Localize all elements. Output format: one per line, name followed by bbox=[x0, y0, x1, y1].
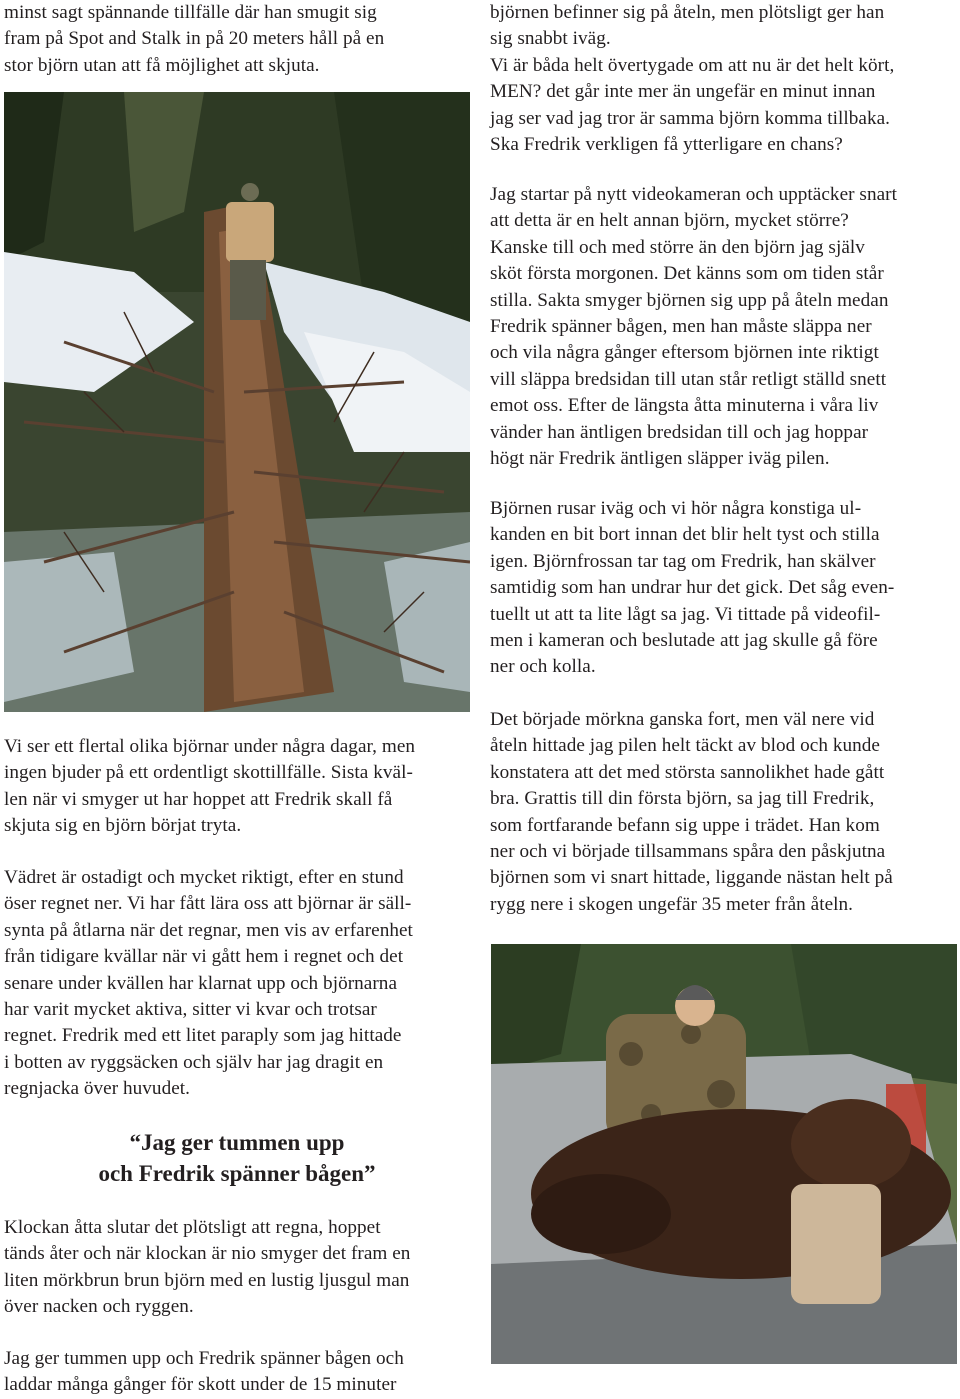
left-paragraph-1: Vi ser ett flertal olika björnar under några dagar, men ingen bjuder på ett ordentligt skottillfälle. Sista kväl- len när vi smyger ut har hoppet att Fredrik skall få skjuta sig en björn börjat tryta. bbox=[4, 736, 416, 837]
pull-quote: “Jag ger tummen upp och Fredrik spänner bågen” bbox=[98, 1130, 376, 1186]
photo-hunter-with-bear bbox=[491, 944, 957, 1364]
left-intro-paragraph: minst sagt spännande tillfälle där han smugit sig fram på Spot and Stalk in på 20 meters håll på en stor björn utan att få möjlighet att skjuta. bbox=[4, 2, 385, 76]
left-paragraph-2: Vädret är ostadigt och mycket riktigt, efter en stund öser regnet ner. Vi har fått lära oss att björnar är säll- synta på åtlarna när det regnar, men vis av erfarenhet från tidigare kvällar när vi gått hem i regnet och det senare under kvällen har klarnat upp och björnarna har varit mycket aktiva, sitter vi kvar och trotsar regnet. Fredrik med ett litet paraply som jag hittade i botten av ryggsäcken och själv har jag dragit en regnjacka över huvudet. bbox=[4, 867, 413, 1100]
right-paragraph-3: Björnen rusar iväg och vi hör några konstiga ul- kanden en bit bort innan det blir helt tyst och stilla igen. Björnfrossan tar tag om Fredrik, han skälver samtidig som han undrar hur det gick. Det såg even- tuellt ut att ta lite lågt sa jag. Vi tittade på videofil- men i kameran och beslutade att jag skulle gå före ner och kolla. bbox=[490, 498, 895, 678]
right-paragraph-4: Det började mörkna ganska fort, men väl nere vid åteln hittade jag pilen helt täckt av blod och kunde konstatera att det med största sannolikhet hade gått bra. Grattis till din första björn, sa jag till Fredrik, som fortfarande befann sig uppe i trädet. Han kom ner och vi började tillsammans spåra den påskjutna björnen som vi snart hittade, liggande nästan helt på rygg nere i skogen ungefär 35 meter från åteln. bbox=[490, 709, 893, 915]
left-paragraph-3: Klockan åtta slutar det plötsligt att regna, hoppet tänds åter och när klockan är nio smyger det fram en liten mörkbrun brun björn med en lustig ljusgul man över nacken och ryggen. bbox=[4, 1217, 411, 1318]
right-paragraph-2: Jag startar på nytt videokameran och upptäcker snart att detta är en helt annan björn, mycket större? Kanske till och med större än den björn jag själv sköt första morgonen. Det känns som om tiden står stilla. Sakta smyger björnen sig upp på åteln medan Fredrik spänner bågen, men han måste släppa ner och vila några gånger eftersom björnen inte riktigt vill släppa bredsidan till utan står retligt ställd snett emot oss. Efter de längsta åtta minuterna i våra liv vänder han äntligen bredsidan till och jag hoppar högt när Fredrik äntligen släpper iväg pilen. bbox=[490, 184, 897, 470]
photo-hunter-on-fallen-log bbox=[4, 92, 470, 712]
right-paragraph-1: björnen befinner sig på åteln, men plötsligt ger han sig snabbt iväg. Vi är båda helt övertygade om att nu är det helt kört, MEN? det går inte mer än ungefär en minut innan jag ser vad jag tror är samma björn komma tillbaka. Ska Fredrik verkligen få ytterligare en chans? bbox=[490, 2, 895, 156]
left-paragraph-4: Jag ger tummen upp och Fredrik spänner bågen och laddar många gånger för skott under de 15 minuter bbox=[4, 1348, 404, 1396]
